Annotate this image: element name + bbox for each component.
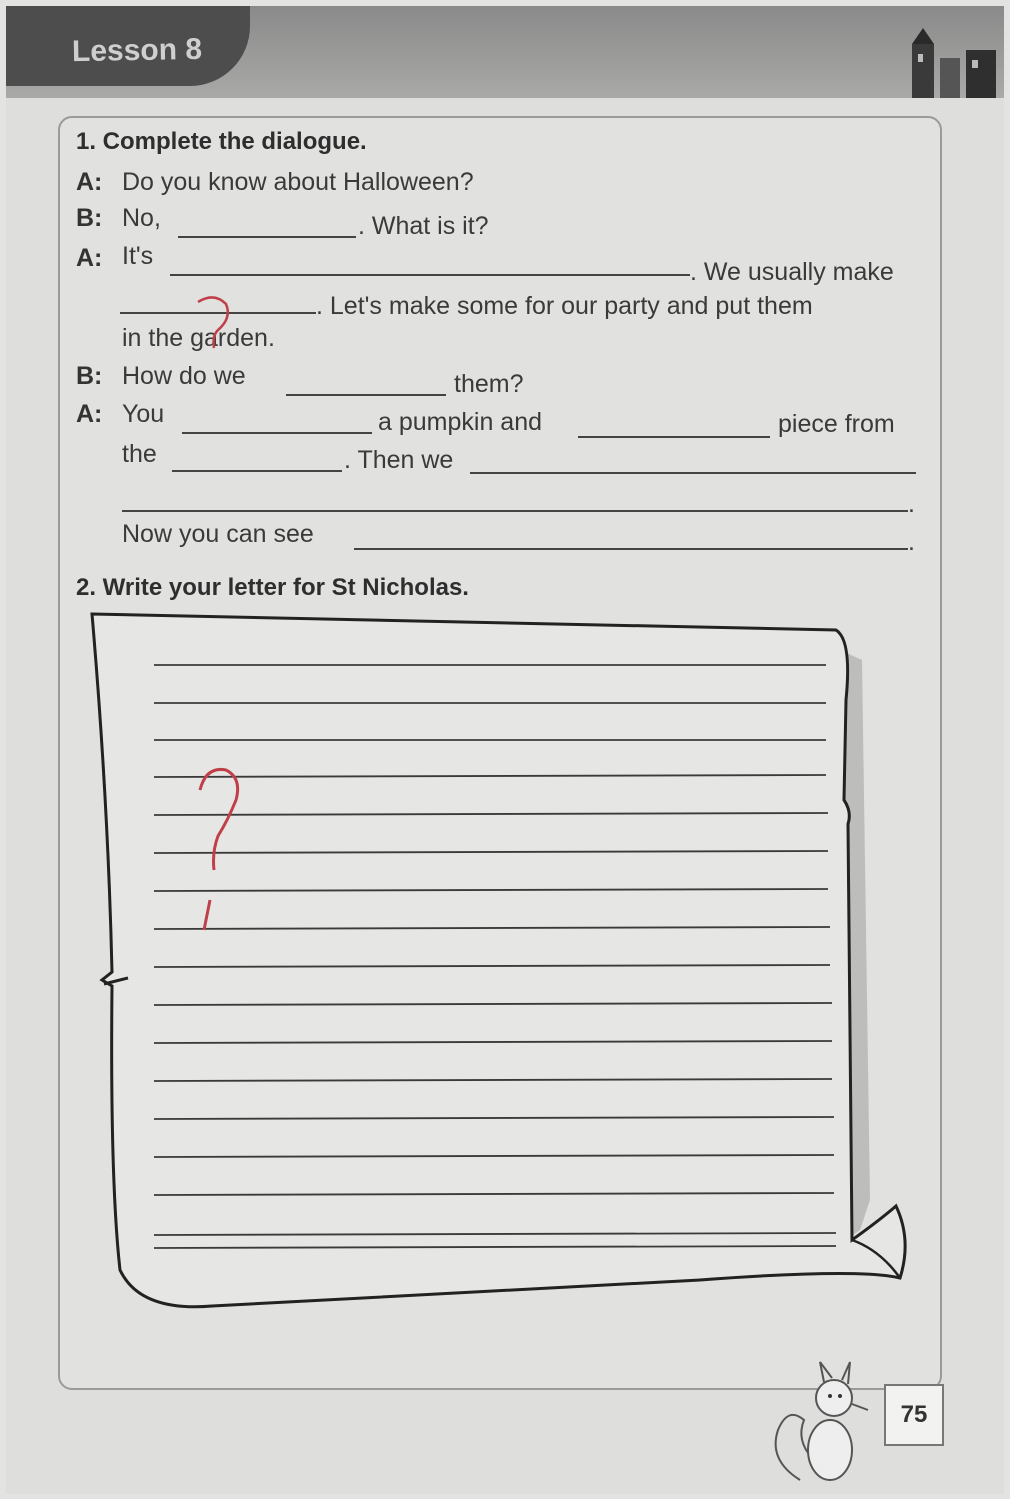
dialogue-text: How do we — [122, 362, 246, 390]
speaker-label: B: — [76, 204, 103, 232]
speaker-label: A: — [76, 168, 103, 196]
dialogue-text: in the garden. — [122, 324, 275, 352]
squirrel-mascot-icon — [760, 1340, 886, 1490]
speaker-label: A: — [76, 400, 103, 428]
exercise-1-title: 1. Complete the dialogue. — [76, 128, 367, 155]
dialogue-text: You — [122, 400, 165, 428]
dialogue-text: . We usually make — [690, 258, 894, 286]
dialogue-text: a pumpkin and — [378, 408, 543, 436]
dialogue-text: . — [908, 528, 915, 556]
dialogue-text: the — [122, 440, 157, 468]
dialogue-text: . Then we — [344, 446, 454, 474]
dialogue-text: . — [908, 490, 915, 518]
dialogue-text: them? — [454, 370, 524, 398]
dialogue-text: Do you know about Halloween? — [122, 168, 474, 196]
lesson-title: Lesson 8 — [71, 32, 203, 69]
speaker-label: A: — [76, 244, 103, 272]
dialogue-text: It's — [122, 242, 154, 270]
page-number: 75 — [884, 1384, 944, 1446]
dialogue-text: . What is it? — [358, 212, 489, 240]
speaker-label: B: — [76, 362, 103, 390]
dialogue-text: piece from — [778, 410, 895, 438]
dialogue-text: Now you can see — [122, 520, 314, 548]
dialogue-text: . Let's make some for our party and put them — [316, 292, 813, 320]
dialogue-text: No, — [122, 204, 161, 232]
exercise-2-title: 2. Write your letter for St Nicholas. — [76, 574, 469, 601]
